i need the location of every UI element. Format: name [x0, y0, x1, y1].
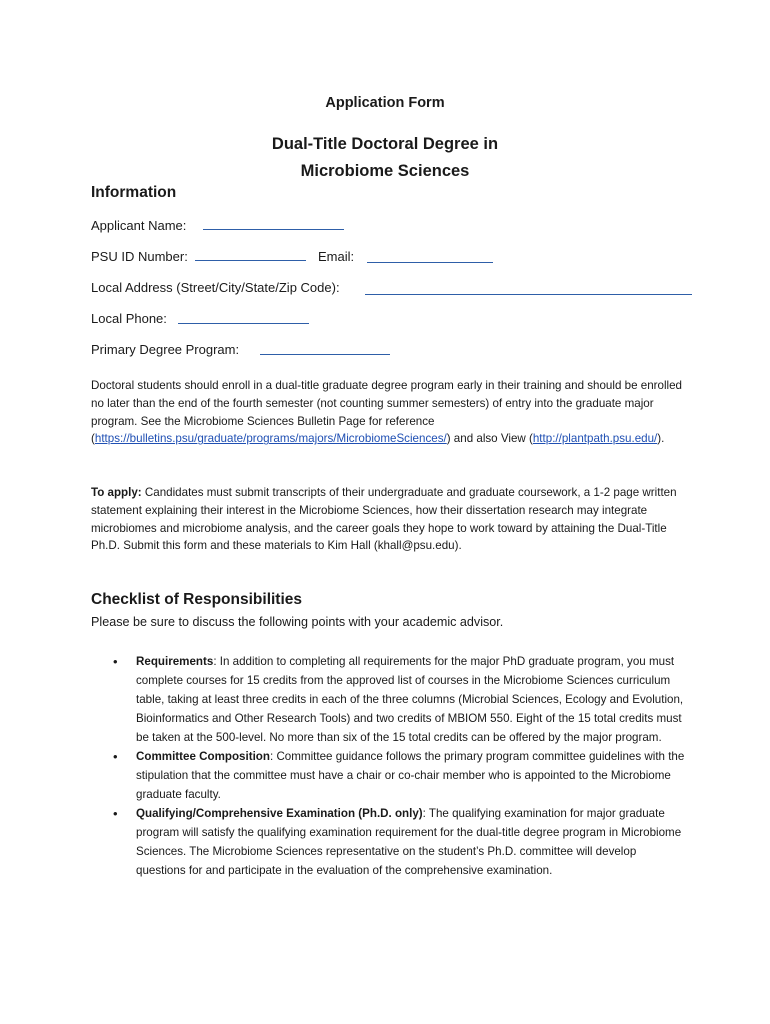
primary-program-field[interactable]: [260, 354, 390, 355]
qualifying-sep: :: [422, 807, 429, 820]
psu-id-field[interactable]: [195, 260, 306, 261]
title-line-1: Dual-Title Doctoral Degree in: [271, 135, 499, 153]
applicant-name-field[interactable]: [203, 229, 344, 230]
information-heading: Information: [91, 184, 177, 201]
list-item-requirements: [113, 652, 689, 747]
checklist-list: [113, 652, 689, 880]
bullet-icon: •: [113, 654, 118, 669]
intro-text-2: ) and also View (: [446, 432, 533, 446]
committee-sep: :: [269, 750, 277, 763]
apply-label: To apply:: [91, 486, 142, 499]
email-label: Email:: [318, 249, 355, 264]
requirements-sep: :: [213, 655, 220, 668]
apply-text: Candidates must submit transcripts of their undergraduate and graduate coursework, a 1-2 page written statement explaining their interest in the Microbiome Sciences, how their dissertation research may integrate microbiomes and microbiome analysis, and the career goals they hope to work toward by attaining the Dual-Title Ph.D. Submit this form and these materials to Kim Hall (khall@psu.edu).: [91, 486, 677, 553]
local-phone-field[interactable]: [178, 323, 309, 324]
bulletin-link[interactable]: https://bulletins.psu/graduate/programs/majors/MicrobiomeSciences/: [94, 432, 447, 446]
bullet-icon: •: [113, 806, 118, 821]
committee-text: Committee guidance follows the primary program committee guidelines with the stipulation that the committee must have a chair or co-chair member who is appointed to the Microbiome graduate faculty.: [136, 750, 685, 801]
applicant-name-label: Applicant Name:: [91, 218, 187, 233]
intro-text-3: ).: [657, 432, 665, 446]
qualifying-title: Qualifying/Comprehensive Examination (Ph.D. only): [136, 807, 423, 820]
qualifying-text: The qualifying examination for major graduate program will satisfy the qualifying examination requirement for the dual-title degree program in Microbiome Sciences. The Microbiome Sciences representative on the student’s Ph.D. committee will develop questions for and participate in the evaluation of the comprehensive examination.: [136, 807, 682, 877]
local-address-label: Local Address (Street/City/State/Zip Code):: [91, 280, 340, 295]
requirements-title: Requirements: [136, 655, 214, 668]
list-item-qualifying-exam: [113, 804, 689, 880]
intro-paragraph: [91, 377, 687, 448]
checklist-heading: Checklist of Responsibilities: [91, 591, 303, 608]
committee-title: Committee Composition: [136, 750, 270, 763]
intro-text-1: Doctoral students should enroll in a dual-title graduate degree program early in their training and should be enrolled no later than the end of the fourth semester (not counting summer semesters) of entry into the graduate major program. See the Microbiome Sciences Bulletin Page for reference (: [91, 379, 682, 446]
document-title: [0, 131, 770, 185]
primary-program-label: Primary Degree Program:: [91, 342, 240, 357]
local-address-field[interactable]: [365, 294, 692, 295]
title-line-2: Microbiome Sciences: [300, 162, 470, 180]
bullet-icon: •: [113, 749, 118, 764]
checklist-intro: Please be sure to discuss the following points with your academic advisor.: [91, 615, 504, 629]
form-title: Application Form: [325, 95, 445, 111]
email-field[interactable]: [367, 262, 493, 263]
plantpath-link[interactable]: http://plantpath.psu.edu/: [532, 432, 658, 446]
psu-id-label: PSU ID Number:: [91, 249, 188, 264]
list-item-committee: [113, 747, 689, 804]
requirements-text: In addition to completing all requirements for the major PhD graduate program, you must complete courses for 15 credits from the approved list of courses in the Microbiome Sciences curriculum table, taking at least three credits in each of the three columns (Microbial Sciences, Ecology and Evolution, Bioinformatics and Other Research Tools) and two credits of MBIOM 550. Eight of the 15 total credits must be taken at the 500-level. No more than six of the 15 total credits can be offered by the major program.: [136, 655, 684, 744]
apply-paragraph: [91, 484, 687, 555]
local-phone-label: Local Phone:: [91, 311, 167, 326]
